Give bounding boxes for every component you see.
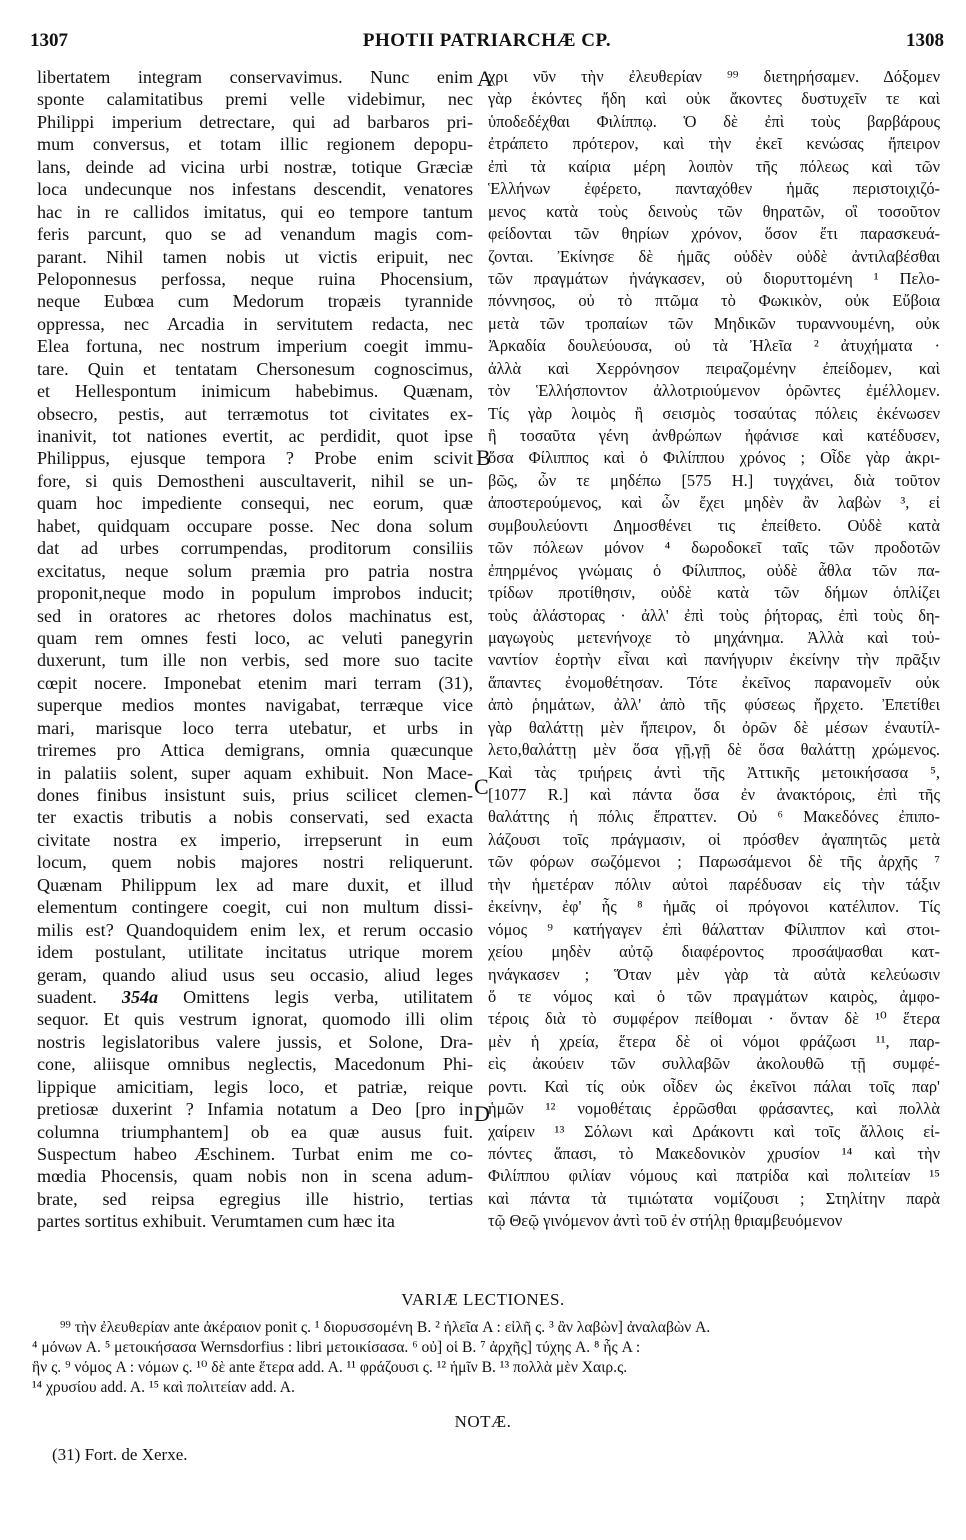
page-header — [30, 30, 944, 56]
text-line: excitatus, neque solum præmia pro patria nostra — [37, 560, 473, 581]
text-line: λετο,θαλάττῃ μὲν ὅσα γῇ,γῇ δὲ ὅσα θαλάττῃ χρώμενος. — [488, 740, 940, 760]
text-line: quam hoc impediente consequi, nec eorum, quæ — [37, 493, 473, 514]
greek-column — [488, 66, 940, 1233]
text-line: in palatiis solent, super aquam exhibuit. Non Mace- — [37, 762, 473, 783]
text-line: sponte calamitatibus premi velle videbimur, nec — [37, 89, 473, 110]
text-line: τῶν φόρων σωζόμενοι ; Παρωσάμενοι δὲ τῆς ἀρχῆς ⁷ — [488, 852, 940, 872]
text-line: γὰρ ἑκόντες ἤδη καὶ οὐκ ἄκοντες δυστυχεῖν τε καὶ — [488, 89, 940, 109]
line-text: suadent. — [37, 986, 122, 1007]
section-marker-d: D — [474, 1101, 490, 1126]
text-line: parant. Nihil tamen nobis ut victis eripuit, nec — [37, 246, 473, 267]
text-line: Philippus, ejusque tempora ? Probe enim scivit — [37, 448, 473, 469]
text-line: ὅσα Φίλιππος καὶ ὁ Φιλίππου χρόνος ; Οἶδε γὰρ ἀκρι- — [488, 448, 940, 468]
text-line: cœpit nocere. Imponebat etenim mari terram (31), — [37, 672, 473, 693]
text-line: lippique amicitiam, legis loco, et patriæ, reique — [37, 1076, 473, 1097]
text-line: oppressa, nec Arcadia in servitutem redacta, nec — [37, 313, 473, 334]
text-line: γὰρ θαλάττῃ μὲν ἤπειρον, δι ὀρῶν δὲ μέσων ἐναυτίλ- — [488, 717, 940, 737]
line-text: Omittens legis verba, utilitatem — [158, 986, 473, 1007]
text-line: lans, deinde ad vicina urbi nostræ, totique Græciæ — [37, 156, 473, 177]
text-line: συμβουλεύοντι Δημοσθένει τις ἐπείθετο. Οὐδὲ κατὰ — [488, 515, 940, 535]
text-line: dat ad urbes corrumpendas, proditorum consiliis — [37, 538, 473, 559]
text-line: χρι νῦν τὴν ἐλευθερίαν ⁹⁹ διετηρήσαμεν. Δόξομεν — [488, 67, 940, 86]
text-line: νόμος ⁹ κατήγαγεν ἐπὶ θάλατταν Φίλιππον καὶ στοι- — [488, 919, 940, 939]
latin-column — [37, 66, 473, 1233]
running-title: PHOTII PATRIARCHÆ CP. — [362, 30, 612, 51]
text-line: fore, si quis Demostheni auscultaverit, nihil se un- — [37, 470, 473, 491]
text-line: χαίρειν ¹³ Σόλωνι καὶ Δράκοντι καὶ τοῖς ἄλλοις εἰ- — [488, 1121, 940, 1141]
text-line: Peloponnesus perfossa, neque ruina Phocensium, — [37, 268, 473, 289]
text-line: τῷ Θεῷ γινόμενον ἀντὶ τοῦ ἐν στήλῃ θριαμβευόμενον — [488, 1211, 843, 1231]
text-line: Philippi imperium detrectare, qui ad barbaros pri- — [37, 111, 473, 132]
variant-reading-line: ⁴ μόνων A. ⁵ μετοικήσασα Wernsdorfius : libri μετοικίσασα. ⁶ οὐ] οἱ B. ⁷ ἀρχῆς] τύχης A. ⁸ ἧς A : — [32, 1339, 641, 1356]
text-line: ζονται. Ἐκίνησε δὲ ἡμᾶς οὐδὲν οὐδὲ ἀντιλαβέσθαι — [488, 246, 940, 266]
text-line: ναντίον ἑορτὴν εἶναι καὶ πανήγυριν ἐκείνην τὴν πρᾶξιν — [488, 650, 940, 670]
text-line: quam rem omnes festi loco, ac veluti panegyrin — [37, 627, 473, 648]
notae-title: NOTÆ. — [454, 1412, 512, 1431]
text-line: ἀπὸ ῥημάτων, ἀλλ' ἀπὸ τῆς φύσεως ἤρχετο. Ἐπετίθει — [488, 695, 940, 715]
text-line: ἡμῶν ¹² νομοθέταις ἐρρῶσθαι φράσαντες, καὶ πολλὰ — [488, 1099, 940, 1119]
text-line: πόννησος, οὐ τὸ πτῶμα τὸ Φωκικὸν, οὐκ Εὔβοια — [488, 291, 940, 311]
text-line: φείδονται τῶν θηρίων χρόνον, ὅσον ἔτι παρασκευά- — [488, 224, 940, 244]
text-line: Τίς γὰρ λοιμὸς ἢ σεισμὸς τοσαύτας πόλεις ἐκένωσεν — [488, 403, 940, 423]
text-line: pretiosæ duxerint ? Infamia notatum a Deo [pro in — [37, 1099, 473, 1120]
text-line: ἢ τοσαῦτα γένη ἀνθρώπων ἠφάνισε καὶ κατέδυσεν, — [488, 426, 940, 445]
text-line: locum, quem nobis majores nostri reliquerunt. — [37, 852, 473, 873]
text-line: τὴν ἡμετέραν πόλιν αὐτοὶ παρέδυσαν εἰς τὴν τάξιν — [488, 874, 940, 894]
text-line: τῶν πόλεων μόνον ⁴ δωροδοκεῖ ταῖς τῶν προδοτῶν — [488, 538, 940, 558]
text-line: ηνάγκασεν ; Ὅταν μὲν γὰρ τὰ αὐτὰ κελεύωσιν — [488, 964, 940, 984]
text-line: nostris legislatoribus valere jussis, et Solone, Dra- — [37, 1031, 473, 1052]
text-line — [37, 986, 473, 1008]
text-line: loca undecunque nos infestans descendit, venatores — [37, 179, 473, 200]
page-number-right: 1308 — [906, 30, 944, 51]
text-line: habet, quidquam occupare posse. Nec dona solum — [37, 515, 473, 536]
text-line: μὲν ἡ χρεία, ἕτερα δὲ οἱ νόμοι φράζωσι ¹¹, παρ- — [488, 1031, 940, 1051]
folio-mark: 354a — [121, 986, 159, 1007]
text-line: τέροις διὰ τὸ συμφέρον πείθομαι · ὅνταν δὲ ¹⁰ ἕτερα — [488, 1009, 940, 1029]
text-line: Καὶ τὰς τριήρεις ἀντὶ τῆς Ἀττικῆς μετοικήσασα ⁵, — [488, 762, 940, 782]
text-line: elementum contingere coegit, cui non multum dissi- — [37, 897, 473, 918]
text-line: columna triumphantem] ob ea quæ ausus fuit. — [37, 1121, 473, 1142]
text-line: πόντες ἅπασι, τὸ Μακεδονικὸν χρυσίον ¹⁴ καὶ τὴν — [488, 1144, 940, 1163]
section-marker-c: C — [474, 774, 489, 799]
text-line: neque Eubœa cum Medorum tropæis tyrannide — [37, 291, 473, 312]
text-line: mari, marisque loco terra utebatur, et urbs in — [37, 717, 473, 738]
text-line: ἀλλὰ καὶ Χερρόνησον πειραζομένην ἐπείδομεν, καὶ — [488, 358, 940, 378]
text-line: geram, quando aliud usus seu occasio, aliud leges — [37, 964, 473, 985]
text-line: ἐπηρμένος γνώμαις ὁ Φίλιππος, οὐδὲ ἆθλα τῶν πα- — [488, 560, 940, 580]
text-line: τρίδων προτίθησιν, οὐδὲ κατὰ τῶν δήμων ὁπλίζει — [488, 583, 940, 603]
text-line: sed in oratores ac rhetores dolos machinatus est, — [37, 605, 473, 626]
text-line: ter exactis tributis a nobis conservati, sed exacta — [37, 807, 473, 828]
text-line: ὑποδεδέχθαι Φιλίππῳ. Ὁ δὲ ἐπὶ τοὺς βαρβάρους — [488, 111, 940, 131]
text-line: sequor. Et quis vestrum ignorat, quomodo illi olim — [37, 1009, 473, 1030]
text-line: τοὺς ἀλάστορας · ἀλλ' ἐπὶ τοὺς ῥήτορας, ἐπὶ τοὺς δη- — [488, 605, 940, 625]
text-line: ροντι. Καὶ τίς οὐκ οἶδεν ὡς ἐκεῖνοι πάλαι τοῖς παρ' — [488, 1076, 940, 1096]
text-line: hac in re callidos imitatus, qui eo tempore tantum — [37, 201, 473, 222]
text-line: ἐπὶ τὰ καίρια μέρη λοιπὸν τῆς πόλεως καὶ τῶν — [488, 156, 940, 176]
text-line: mum conversus, et totam illic regionem depopu- — [37, 134, 473, 155]
text-line: civitate nostra ex imperio, irrepserunt in eum — [37, 829, 473, 850]
variant-reading-line: ἣν ς. ⁹ νόμος A : νόμων ς. ¹⁰ δὲ ante ἕτερα add. A. ¹¹ φράζουσι ς. ¹² ἡμῖν B. ¹³ πολλὰ μὲν Χαιρ.ς. — [32, 1359, 628, 1376]
variant-reading-line: ⁹⁹ τὴν ἐλευθερίαν ante ἀκέραιον ponit ς. ¹ διορυσσομένη B. ² ἠλεῖα A : εἰλῆ ς. ³ ἂν λαβὼν] ἀναλαβὼν A. — [60, 1319, 711, 1336]
text-line: βῶς, ὧν τε μηδέπω [575 H.] τυγχάνει, διὰ τοῦτον — [488, 470, 940, 490]
text-line: cone, aliisque omnibus neglectis, Macedonum Phi- — [37, 1054, 473, 1075]
text-line: dones finibus insistunt suis, prius scilicet clemen- — [37, 785, 473, 805]
text-line: ἐτράπετο πρότερον, καὶ τὴν ἐκεῖ κενώσας ἤπειρον — [488, 134, 940, 154]
text-line: μενος κατὰ τοὺς δεινοὺς τῶν θηρατῶν, οἳ τοσοῦτον — [488, 201, 940, 221]
text-line: τῶν πραγμάτων ἠνάγκασεν, οὐ διορυττομένη ¹ Πελο- — [488, 268, 940, 288]
text-line: Ἀρκαδία δουλεύουσα, οὐ τὰ Ἠλεῖα ² ἀτυχήματα · — [488, 336, 940, 356]
text-line: Suspectum habeo Æschinem. Turbat enim me co- — [37, 1144, 473, 1164]
variae-lectiones-title: VARIÆ LECTIONES. — [401, 1290, 565, 1309]
text-line: καὶ πάντα τὰ τιμιώτατα νομίζουσι ; Στηλίτην παρὰ — [488, 1188, 940, 1208]
text-line: obsecro, pestis, aut terræmotus tot civitates ex- — [37, 403, 473, 424]
footnote: (31) Fort. de Xerxe. — [52, 1445, 188, 1464]
variae-lectiones — [32, 1318, 937, 1398]
text-line: μετὰ τῶν τροπαίων τῶν Μηδικῶν τυραννουμένη, οὐκ — [488, 313, 940, 333]
text-line: Φιλίππου φιλίαν νόμους καὶ πατρίδα καὶ πολιτείαν ¹⁵ — [488, 1166, 940, 1186]
text-line: inanivit, tot nationes evertit, ac perdidit, quot ipse — [37, 426, 473, 446]
text-line: mœdia Phocensis, quam nobis non in scena adum- — [37, 1166, 473, 1187]
text-line: Elea fortuna, nec nostrum imperium coegit immu- — [37, 336, 473, 357]
text-line: λάζουσι τοῖς πράγμασιν, οἱ πρόσθεν ἀγαπητῶς μετὰ — [488, 829, 940, 849]
text-line: milis est? Quandoquidem enim lex, et rerum occasio — [37, 919, 473, 940]
text-line: duxerunt, tum ille non verbis, sed more suo tacite — [37, 650, 473, 671]
text-line: [1077 R.] καὶ πάντα ὅσα ἐν ἀνακτόροις, ἐπὶ τῆς — [488, 785, 940, 804]
variant-reading-line: ¹⁴ χρυσίου add. A. ¹⁵ καὶ πολιτείαν add. A. — [32, 1379, 295, 1396]
text-line: superque medios montes navigabat, terræque vice — [37, 695, 473, 716]
text-line: idem postulant, utilitate incitatus utrique morem — [37, 942, 473, 963]
text-line: Ἑλλήνων ἐφέρετο, πανταχόθεν ἡμᾶς περιστοιχιζό- — [488, 179, 940, 199]
text-line: et Hellespontum inimicum habebimus. Quænam, — [37, 381, 473, 402]
text-line: partes sortitus exhibuit. Verumtamen cum hæc ita — [37, 1211, 395, 1232]
text-line: proponit,neque modo in populum improbos inducit; — [37, 583, 473, 604]
section-marker-b: B — [476, 445, 491, 470]
text-line: libertatem integram conservavimus. Nunc enim — [37, 67, 473, 87]
text-line: τὸν Ἑλλήσποντον ἀλλοτριούμενον ὁρῶντες ἐμέλλομεν. — [488, 381, 940, 401]
text-line: μαγωγοὺς μετενήνοχε τὸ μηχάνημα. Ἀλλὰ καὶ τοὐ- — [488, 627, 940, 647]
text-line: ἅπαντες ἐνομοθέτησαν. Τότε ἐκεῖνος παρανομεῖν οὐκ — [488, 672, 940, 692]
section-marker-a: A — [477, 66, 493, 91]
text-line: ἀποστερούμενος, καὶ ὧν ἔχει μηδὲν ἂν λαβὼν ³, εἰ — [488, 493, 940, 513]
text-line: feris parcunt, quo se ad venandum magis com- — [37, 224, 473, 245]
text-line: tare. Quin et tentatam Chersonesum cognoscimus, — [37, 358, 473, 379]
text-line: θαλάττης ἡ πόλις ἔπραττεν. Οὐ ⁶ Μακεδόνες ἐπιπο- — [488, 807, 940, 827]
text-line: Quænam Philippum lex ad mare duxit, et illud — [37, 874, 473, 895]
text-line: εὶς ἀκούειν τῶν συλλαβῶν ἀκολουθῶ τῇ συμφέ- — [488, 1054, 940, 1074]
page-number-left: 1307 — [30, 30, 68, 51]
text-line: brate, sed reipsa egregius ille histrio, tertias — [37, 1188, 473, 1209]
text-line: ὅ τε νόμος καὶ ὁ τῶν πραγμάτων καιρὸς, ἀμφο- — [488, 986, 940, 1006]
text-line: triremes pro Attica demigrans, omnia quæcunque — [37, 740, 473, 761]
text-line: ἐκείνην, ἐφ' ἧς ⁸ ἡμᾶς οἱ πρόγονοι κατέλιπον. Τίς — [488, 897, 940, 917]
text-line: χείου μηδὲν αὐτῷ διαφέροντος προσάψασθαι κατ- — [488, 942, 940, 962]
